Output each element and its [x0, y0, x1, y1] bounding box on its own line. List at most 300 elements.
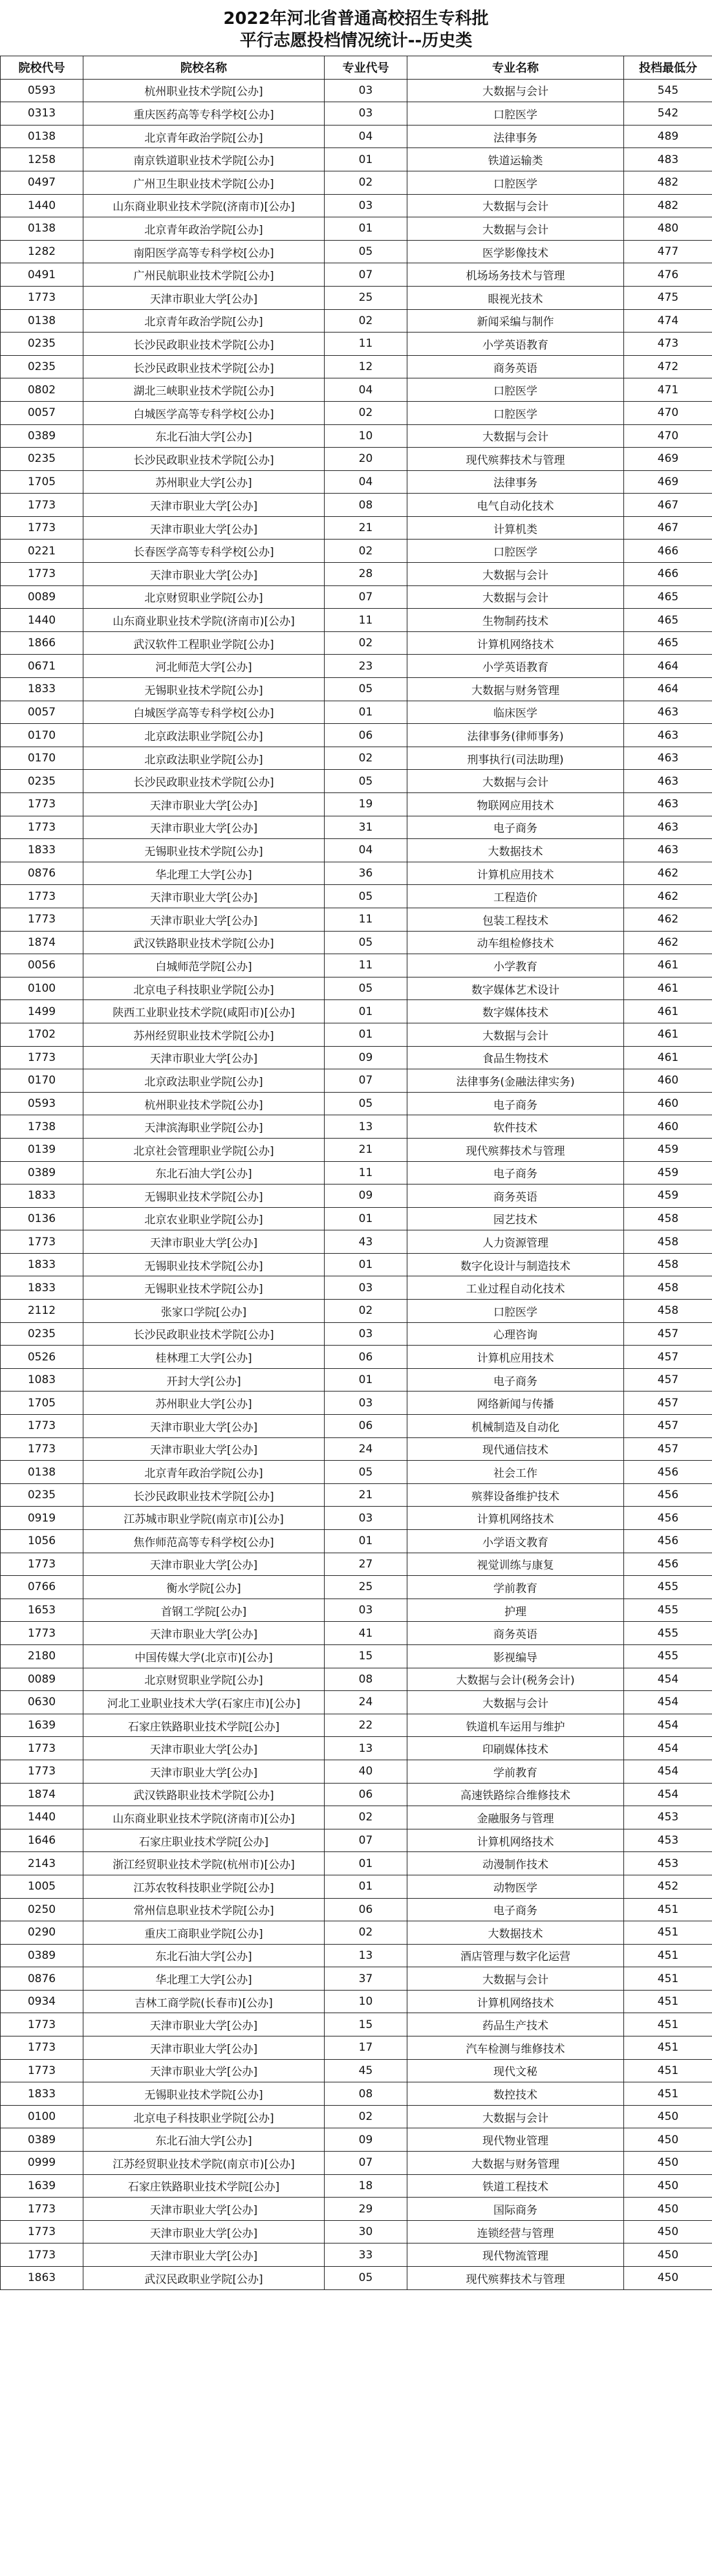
- cell-school-name: 重庆医药高等专科学校[公办]: [83, 102, 325, 126]
- cell-major-name: 计算机网络技术: [407, 1990, 624, 2013]
- table-row: [1, 1714, 712, 1737]
- table-row: [1, 494, 712, 517]
- cell-school-name: 北京社会管理职业学院[公办]: [83, 1138, 325, 1161]
- cell-school-name: 杭州职业技术学院[公办]: [83, 79, 325, 102]
- cell-school-code: 0630: [1, 1691, 83, 1714]
- cell-school-code: 0057: [1, 401, 83, 424]
- cell-school-name: 常州信息职业技术学院[公办]: [83, 1898, 325, 1921]
- cell-school-code: 0138: [1, 217, 83, 241]
- cell-school-name: 无锡职业技术学院[公办]: [83, 2082, 325, 2106]
- table-row: [1, 1875, 712, 1898]
- table-row: [1, 1276, 712, 1300]
- cell-major-code: 21: [325, 516, 407, 540]
- cell-school-name: 无锡职业技术学院[公办]: [83, 1184, 325, 1208]
- cell-min-score: 457: [624, 1322, 712, 1346]
- cell-school-code: 0221: [1, 540, 83, 563]
- table-row: [1, 1207, 712, 1230]
- table-row: [1, 1300, 712, 1323]
- cell-major-name: 大数据与财务管理: [407, 678, 624, 701]
- cell-school-code: 1773: [1, 2036, 83, 2060]
- cell-min-score: 462: [624, 862, 712, 885]
- cell-major-code: 02: [325, 1806, 407, 1829]
- cell-min-score: 455: [624, 1644, 712, 1668]
- table-row: [1, 2174, 712, 2198]
- cell-school-name: 天津市职业大学[公办]: [83, 1737, 325, 1760]
- cell-major-code: 25: [325, 286, 407, 309]
- cell-school-code: 0136: [1, 1207, 83, 1230]
- cell-school-code: 1833: [1, 1253, 83, 1276]
- cell-school-code: 0526: [1, 1346, 83, 1369]
- cell-min-score: 450: [624, 2128, 712, 2152]
- cell-min-score: 454: [624, 1760, 712, 1783]
- admission-table: [0, 56, 712, 2290]
- cell-min-score: 458: [624, 1207, 712, 1230]
- cell-major-name: 数字化设计与制造技术: [407, 1253, 624, 1276]
- table-row: [1, 2198, 712, 2221]
- cell-major-name: 口腔医学: [407, 171, 624, 194]
- cell-major-name: 包装工程技术: [407, 908, 624, 931]
- cell-school-name: 广州民航职业技术学院[公办]: [83, 263, 325, 287]
- cell-school-name: 江苏城市职业学院(南京市)[公办]: [83, 1507, 325, 1530]
- cell-major-code: 13: [325, 1737, 407, 1760]
- cell-school-code: 1258: [1, 148, 83, 171]
- cell-school-code: 1833: [1, 839, 83, 862]
- cell-major-code: 03: [325, 79, 407, 102]
- cell-school-code: 1773: [1, 1760, 83, 1783]
- cell-school-name: 天津市职业大学[公办]: [83, 2220, 325, 2243]
- table-row: [1, 724, 712, 747]
- cell-school-code: 1005: [1, 1875, 83, 1898]
- cell-school-code: 1773: [1, 2013, 83, 2036]
- cell-major-code: 02: [325, 309, 407, 333]
- cell-min-score: 467: [624, 494, 712, 517]
- cell-major-code: 04: [325, 378, 407, 402]
- table-body: [1, 79, 712, 2289]
- table-row: [1, 585, 712, 609]
- cell-major-code: 02: [325, 401, 407, 424]
- table-row: [1, 2013, 712, 2036]
- cell-min-score: 461: [624, 1046, 712, 1069]
- cell-major-name: 影视编导: [407, 1644, 624, 1668]
- table-row: [1, 333, 712, 356]
- cell-school-name: 中国传媒大学(北京市)[公办]: [83, 1644, 325, 1668]
- cell-min-score: 463: [624, 701, 712, 724]
- cell-min-score: 458: [624, 1253, 712, 1276]
- cell-major-name: 口腔医学: [407, 401, 624, 424]
- cell-school-name: 江苏经贸职业技术学院(南京市)[公办]: [83, 2152, 325, 2175]
- cell-school-code: 1646: [1, 1829, 83, 1852]
- table-row: [1, 631, 712, 655]
- header-min-score: 投档最低分: [624, 56, 712, 80]
- cell-major-name: 工程造价: [407, 885, 624, 908]
- cell-school-code: 1705: [1, 1392, 83, 1415]
- cell-school-name: 北京青年政治学院[公办]: [83, 217, 325, 241]
- table-row: [1, 1138, 712, 1161]
- cell-school-code: 1702: [1, 1023, 83, 1046]
- cell-major-code: 20: [325, 448, 407, 471]
- cell-school-name: 白城医学高等专科学校[公办]: [83, 401, 325, 424]
- cell-min-score: 456: [624, 1507, 712, 1530]
- cell-min-score: 459: [624, 1184, 712, 1208]
- cell-school-code: 0235: [1, 1322, 83, 1346]
- table-row: [1, 1230, 712, 1254]
- table-row: [1, 1944, 712, 1967]
- table-row: [1, 1115, 712, 1139]
- cell-major-code: 09: [325, 2128, 407, 2152]
- cell-school-code: 1056: [1, 1530, 83, 1553]
- table-row: [1, 678, 712, 701]
- cell-major-code: 31: [325, 816, 407, 839]
- cell-school-name: 天津市职业大学[公办]: [83, 816, 325, 839]
- cell-min-score: 461: [624, 1000, 712, 1023]
- cell-min-score: 458: [624, 1276, 712, 1300]
- cell-school-code: 1773: [1, 286, 83, 309]
- cell-school-code: 0235: [1, 448, 83, 471]
- cell-school-name: 陕西工业职业技术学院(咸阳市)[公办]: [83, 1000, 325, 1023]
- cell-school-code: 0089: [1, 1668, 83, 1691]
- cell-school-name: 天津市职业大学[公办]: [83, 1415, 325, 1438]
- cell-min-score: 455: [624, 1599, 712, 1622]
- cell-school-name: 苏州经贸职业技术学院[公办]: [83, 1023, 325, 1046]
- cell-major-name: 商务英语: [407, 355, 624, 378]
- cell-min-score: 461: [624, 954, 712, 977]
- cell-major-code: 24: [325, 1437, 407, 1461]
- cell-school-code: 1773: [1, 1737, 83, 1760]
- table-row: [1, 286, 712, 309]
- cell-school-name: 天津市职业大学[公办]: [83, 563, 325, 586]
- cell-min-score: 459: [624, 1138, 712, 1161]
- header-school-name: 院校名称: [83, 56, 325, 80]
- cell-school-name: 天津市职业大学[公办]: [83, 1760, 325, 1783]
- cell-school-code: 1874: [1, 1783, 83, 1806]
- cell-school-name: 江苏农牧科技职业学院[公办]: [83, 1875, 325, 1898]
- cell-school-code: 1639: [1, 2174, 83, 2198]
- cell-major-name: 现代殡葬技术与管理: [407, 1138, 624, 1161]
- cell-school-code: 0919: [1, 1507, 83, 1530]
- table-row: [1, 1368, 712, 1392]
- cell-school-name: 北京政法职业学院[公办]: [83, 747, 325, 770]
- cell-school-name: 天津市职业大学[公办]: [83, 2198, 325, 2221]
- table-row: [1, 609, 712, 632]
- cell-major-code: 37: [325, 1967, 407, 1991]
- cell-major-name: 大数据与会计: [407, 1023, 624, 1046]
- cell-major-code: 07: [325, 263, 407, 287]
- cell-school-name: 北京政法职业学院[公办]: [83, 724, 325, 747]
- cell-major-name: 现代物业管理: [407, 2128, 624, 2152]
- cell-major-code: 23: [325, 655, 407, 678]
- cell-major-name: 国际商务: [407, 2198, 624, 2221]
- cell-major-code: 05: [325, 1461, 407, 1484]
- cell-major-code: 02: [325, 2105, 407, 2128]
- cell-school-name: 焦作师范高等专科学校[公办]: [83, 1530, 325, 1553]
- cell-major-name: 电子商务: [407, 1161, 624, 1184]
- cell-major-code: 08: [325, 1668, 407, 1691]
- cell-major-code: 03: [325, 1507, 407, 1530]
- cell-major-code: 17: [325, 2036, 407, 2060]
- cell-school-name: 长沙民政职业技术学院[公办]: [83, 1483, 325, 1507]
- cell-min-score: 454: [624, 1668, 712, 1691]
- cell-major-name: 大数据技术: [407, 1921, 624, 1945]
- cell-min-score: 461: [624, 1023, 712, 1046]
- cell-major-code: 15: [325, 1644, 407, 1668]
- cell-school-name: 河北工业职业技术大学(石家庄市)[公办]: [83, 1691, 325, 1714]
- cell-min-score: 451: [624, 1990, 712, 2013]
- table-row: [1, 217, 712, 241]
- cell-major-name: 金融服务与管理: [407, 1806, 624, 1829]
- cell-min-score: 470: [624, 401, 712, 424]
- table-row: [1, 1483, 712, 1507]
- cell-min-score: 451: [624, 1944, 712, 1967]
- cell-major-name: 生物制药技术: [407, 609, 624, 632]
- cell-school-code: 1738: [1, 1115, 83, 1139]
- cell-school-name: 石家庄铁路职业技术学院[公办]: [83, 2174, 325, 2198]
- cell-school-name: 天津市职业大学[公办]: [83, 2036, 325, 2060]
- cell-school-code: 0089: [1, 585, 83, 609]
- table-row: [1, 1990, 712, 2013]
- cell-school-name: 天津市职业大学[公办]: [83, 1622, 325, 1645]
- cell-min-score: 465: [624, 585, 712, 609]
- cell-school-code: 1874: [1, 931, 83, 954]
- cell-school-name: 石家庄职业技术学院[公办]: [83, 1829, 325, 1852]
- cell-school-name: 长沙民政职业技术学院[公办]: [83, 333, 325, 356]
- cell-major-name: 动车组检修技术: [407, 931, 624, 954]
- cell-major-name: 口腔医学: [407, 102, 624, 126]
- cell-school-code: 1773: [1, 563, 83, 586]
- cell-major-name: 大数据与会计: [407, 217, 624, 241]
- cell-major-code: 41: [325, 1622, 407, 1645]
- cell-min-score: 460: [624, 1115, 712, 1139]
- cell-major-code: 06: [325, 1783, 407, 1806]
- cell-major-code: 01: [325, 1875, 407, 1898]
- cell-min-score: 477: [624, 240, 712, 263]
- cell-min-score: 542: [624, 102, 712, 126]
- cell-major-code: 05: [325, 678, 407, 701]
- cell-major-code: 06: [325, 724, 407, 747]
- cell-min-score: 451: [624, 2036, 712, 2060]
- cell-school-code: 0593: [1, 1092, 83, 1115]
- cell-min-score: 463: [624, 793, 712, 816]
- cell-major-name: 小学语文教育: [407, 1530, 624, 1553]
- cell-school-code: 0056: [1, 954, 83, 977]
- header-school-code: 院校代号: [1, 56, 83, 80]
- cell-major-code: 11: [325, 1161, 407, 1184]
- table-row: [1, 540, 712, 563]
- cell-major-name: 铁道机车运用与维护: [407, 1714, 624, 1737]
- cell-min-score: 458: [624, 1300, 712, 1323]
- cell-major-code: 01: [325, 1852, 407, 1875]
- cell-school-name: 山东商业职业技术学院(济南市)[公办]: [83, 194, 325, 217]
- cell-major-name: 计算机类: [407, 516, 624, 540]
- cell-major-code: 10: [325, 424, 407, 448]
- cell-school-code: 0057: [1, 701, 83, 724]
- cell-major-code: 04: [325, 470, 407, 494]
- table-row: [1, 2152, 712, 2175]
- cell-major-code: 28: [325, 563, 407, 586]
- cell-min-score: 456: [624, 1483, 712, 1507]
- cell-school-name: 北京青年政治学院[公办]: [83, 309, 325, 333]
- cell-school-name: 吉林工商学院(长春市)[公办]: [83, 1990, 325, 2013]
- cell-school-code: 1833: [1, 2082, 83, 2106]
- cell-school-code: 0999: [1, 2152, 83, 2175]
- cell-min-score: 467: [624, 516, 712, 540]
- cell-major-name: 小学教育: [407, 954, 624, 977]
- cell-school-code: 0934: [1, 1990, 83, 2013]
- table-row: [1, 1553, 712, 1576]
- cell-school-name: 开封大学[公办]: [83, 1368, 325, 1392]
- cell-min-score: 450: [624, 2105, 712, 2128]
- cell-major-code: 21: [325, 1483, 407, 1507]
- cell-major-name: 汽车检测与维修技术: [407, 2036, 624, 2060]
- cell-major-code: 24: [325, 1691, 407, 1714]
- cell-school-code: 1833: [1, 1276, 83, 1300]
- cell-major-code: 13: [325, 1944, 407, 1967]
- table-row: [1, 1069, 712, 1093]
- table-row: [1, 448, 712, 471]
- cell-major-name: 机械制造及自动化: [407, 1415, 624, 1438]
- table-row: [1, 194, 712, 217]
- cell-major-code: 05: [325, 1092, 407, 1115]
- cell-school-code: 0876: [1, 1967, 83, 1991]
- cell-school-code: 0290: [1, 1921, 83, 1945]
- cell-major-code: 09: [325, 1184, 407, 1208]
- table-row: [1, 125, 712, 148]
- cell-school-code: 0491: [1, 263, 83, 287]
- cell-major-name: 学前教育: [407, 1576, 624, 1599]
- cell-school-name: 天津市职业大学[公办]: [83, 793, 325, 816]
- cell-major-name: 大数据与会计: [407, 585, 624, 609]
- cell-school-name: 天津市职业大学[公办]: [83, 2013, 325, 2036]
- table-row: [1, 516, 712, 540]
- cell-major-name: 小学英语教育: [407, 333, 624, 356]
- cell-major-name: 计算机网络技术: [407, 1829, 624, 1852]
- cell-school-name: 无锡职业技术学院[公办]: [83, 839, 325, 862]
- cell-min-score: 456: [624, 1461, 712, 1484]
- table-row: [1, 2082, 712, 2106]
- table-row: [1, 862, 712, 885]
- cell-min-score: 450: [624, 2267, 712, 2290]
- cell-min-score: 545: [624, 79, 712, 102]
- table-row: [1, 747, 712, 770]
- cell-min-score: 462: [624, 885, 712, 908]
- table-row: [1, 1161, 712, 1184]
- cell-school-name: 北京电子科技职业学院[公办]: [83, 2105, 325, 2128]
- cell-major-code: 04: [325, 125, 407, 148]
- cell-major-code: 03: [325, 1392, 407, 1415]
- table-row: [1, 240, 712, 263]
- cell-min-score: 451: [624, 2013, 712, 2036]
- cell-school-code: 0138: [1, 309, 83, 333]
- cell-min-score: 457: [624, 1346, 712, 1369]
- cell-major-name: 食品生物技术: [407, 1046, 624, 1069]
- cell-school-name: 天津市职业大学[公办]: [83, 1437, 325, 1461]
- cell-school-code: 1773: [1, 816, 83, 839]
- cell-school-code: 0235: [1, 1483, 83, 1507]
- cell-school-code: 0389: [1, 1161, 83, 1184]
- cell-major-code: 03: [325, 1276, 407, 1300]
- cell-major-code: 40: [325, 1760, 407, 1783]
- cell-school-code: 2180: [1, 1644, 83, 1668]
- table-row: [1, 770, 712, 793]
- cell-major-name: 机场场务技术与管理: [407, 263, 624, 287]
- cell-major-name: 现代文秘: [407, 2059, 624, 2082]
- cell-min-score: 489: [624, 125, 712, 148]
- cell-major-code: 01: [325, 217, 407, 241]
- cell-major-name: 口腔医学: [407, 540, 624, 563]
- cell-major-name: 大数据技术: [407, 839, 624, 862]
- cell-major-code: 07: [325, 1829, 407, 1852]
- cell-school-name: 石家庄铁路职业技术学院[公办]: [83, 1714, 325, 1737]
- table-row: [1, 1644, 712, 1668]
- table-row: [1, 1576, 712, 1599]
- cell-major-name: 小学英语教育: [407, 655, 624, 678]
- cell-major-code: 07: [325, 1069, 407, 1093]
- table-row: [1, 2128, 712, 2152]
- cell-major-name: 大数据与会计: [407, 563, 624, 586]
- cell-major-code: 29: [325, 2198, 407, 2221]
- cell-major-code: 36: [325, 862, 407, 885]
- cell-school-name: 白城师范学院[公办]: [83, 954, 325, 977]
- cell-school-name: 北京农业职业学院[公办]: [83, 1207, 325, 1230]
- table-header-row: [1, 56, 712, 80]
- cell-school-name: 北京青年政治学院[公办]: [83, 125, 325, 148]
- cell-min-score: 453: [624, 1852, 712, 1875]
- cell-major-code: 11: [325, 954, 407, 977]
- cell-major-code: 25: [325, 1576, 407, 1599]
- cell-major-name: 心理咨询: [407, 1322, 624, 1346]
- table-row: [1, 2267, 712, 2290]
- cell-major-name: 大数据与会计(税务会计): [407, 1668, 624, 1691]
- cell-school-name: 天津滨海职业学院[公办]: [83, 1115, 325, 1139]
- cell-major-name: 动物医学: [407, 1875, 624, 1898]
- cell-major-name: 新闻采编与制作: [407, 309, 624, 333]
- cell-school-code: 1773: [1, 1415, 83, 1438]
- cell-school-name: 北京财贸职业学院[公办]: [83, 585, 325, 609]
- cell-school-code: 1440: [1, 609, 83, 632]
- cell-school-name: 天津市职业大学[公办]: [83, 516, 325, 540]
- cell-school-code: 1499: [1, 1000, 83, 1023]
- cell-school-code: 1773: [1, 2243, 83, 2267]
- cell-min-score: 480: [624, 217, 712, 241]
- table-row: [1, 1530, 712, 1553]
- table-row: [1, 793, 712, 816]
- cell-major-code: 05: [325, 977, 407, 1000]
- cell-school-name: 衡水学院[公办]: [83, 1576, 325, 1599]
- cell-major-name: 工业过程自动化技术: [407, 1276, 624, 1300]
- cell-school-code: 0138: [1, 1461, 83, 1484]
- cell-major-code: 01: [325, 701, 407, 724]
- cell-min-score: 464: [624, 678, 712, 701]
- cell-min-score: 455: [624, 1576, 712, 1599]
- cell-major-name: 大数据与会计: [407, 194, 624, 217]
- cell-school-name: 东北石油大学[公办]: [83, 424, 325, 448]
- cell-major-code: 02: [325, 1921, 407, 1945]
- table-row: [1, 2243, 712, 2267]
- cell-major-code: 02: [325, 631, 407, 655]
- cell-major-code: 08: [325, 2082, 407, 2106]
- header-major-code: 专业代号: [325, 56, 407, 80]
- cell-min-score: 456: [624, 1530, 712, 1553]
- cell-school-name: 南京铁道职业技术学院[公办]: [83, 148, 325, 171]
- cell-school-code: 0100: [1, 977, 83, 1000]
- cell-min-score: 482: [624, 194, 712, 217]
- cell-school-code: 0250: [1, 1898, 83, 1921]
- cell-major-name: 医学影像技术: [407, 240, 624, 263]
- table-row: [1, 263, 712, 287]
- cell-school-name: 天津市职业大学[公办]: [83, 1230, 325, 1254]
- cell-school-code: 0389: [1, 424, 83, 448]
- cell-school-name: 河北师范大学[公办]: [83, 655, 325, 678]
- cell-major-name: 电子商务: [407, 1368, 624, 1392]
